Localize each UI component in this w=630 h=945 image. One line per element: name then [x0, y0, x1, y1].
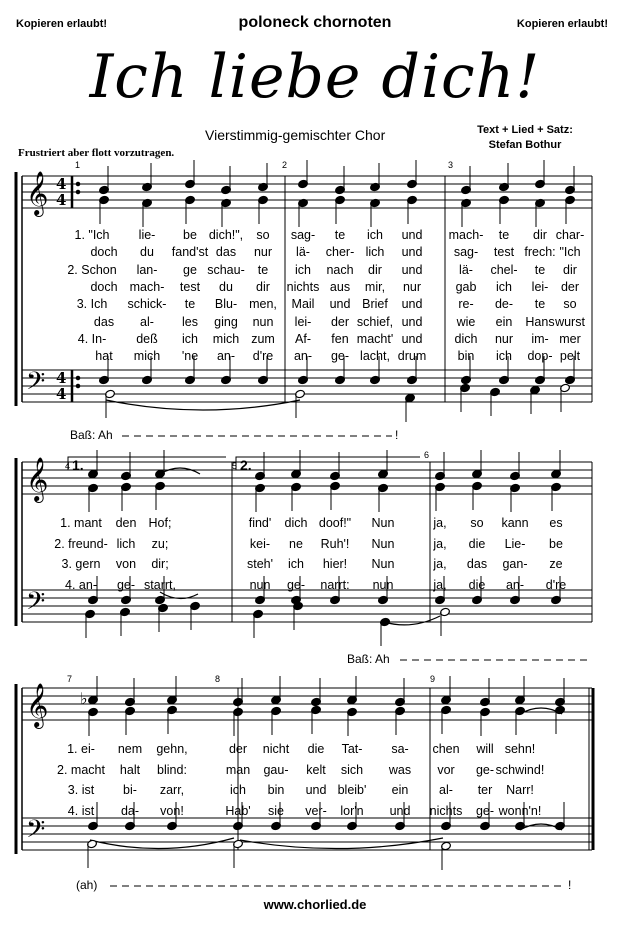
lyric-syllable: ich: [295, 262, 311, 277]
bass-clef-icon: 𝄢: [26, 587, 46, 622]
lyric-syllable: "Ich: [559, 245, 581, 260]
lyric-syllable: lor'n: [340, 803, 364, 818]
lyric-syllable: d're: [252, 349, 274, 364]
lyric-syllable: 'ne: [181, 349, 199, 364]
lyric-syllable: und: [401, 297, 423, 312]
lyric-syllable: 2. freund-: [54, 536, 108, 551]
lyric-syllable: ich: [230, 783, 246, 797]
lyric-syllable: hat: [95, 349, 113, 364]
copy-notice-right: Kopieren erlaubt!: [516, 18, 608, 30]
lyric-syllable: te: [334, 228, 346, 242]
first-ending-bracket: [68, 457, 226, 470]
lyric-syllable: die: [468, 536, 486, 551]
lyric-syllable: der: [330, 314, 350, 329]
lyric-syllable: test: [493, 245, 515, 260]
treble-staff-3: [22, 688, 592, 720]
bass-clef-icon: 𝄢: [26, 367, 46, 402]
lyric-syllable: nichts: [286, 279, 320, 294]
bass-end-system3: !: [568, 878, 572, 892]
treble-clef-icon: 𝄞: [26, 171, 49, 215]
lyric-syllable: bin: [457, 349, 475, 364]
lyric-syllable: dir: [256, 279, 270, 294]
lyric-syllable: char-: [555, 228, 585, 242]
lyric-syllable: fen: [331, 331, 349, 346]
lyric-syllable: steh': [246, 557, 274, 571]
lyric-syllable: dir: [368, 262, 382, 277]
bass-label-system3: (ah): [76, 878, 98, 892]
song-title: Ich liebe dich!: [89, 42, 541, 112]
lyric-syllable: dir: [563, 262, 577, 277]
lyric-syllable: drum: [397, 349, 427, 364]
lyric-syllable: nur: [402, 279, 422, 294]
treble-clef-icon: 𝄞: [26, 683, 49, 727]
lyric-syllable: so: [256, 228, 270, 242]
lyric-syllable: schick-: [127, 297, 167, 312]
lyric-syllable: sehn!: [504, 742, 536, 756]
lyric-syllable: wurst: [555, 314, 585, 329]
lyric-syllable: doch: [90, 279, 118, 294]
lyric-syllable: nun: [252, 314, 274, 329]
lyric-syllable: vor: [437, 762, 455, 777]
time-signature: 4: [56, 369, 67, 387]
lyric-syllable: Mail: [291, 297, 315, 312]
lyric-syllable: 2. macht: [57, 762, 105, 777]
lyric-syllable: ich: [496, 349, 512, 364]
lyric-syllable: und: [305, 783, 327, 797]
lyric-syllable: lei-: [531, 279, 549, 294]
lyric-syllable: die: [468, 577, 486, 592]
lyric-syllable: halt: [119, 762, 141, 777]
lyric-syllable: 3. Ich: [76, 297, 108, 312]
lyric-syllable: chel-: [490, 262, 518, 277]
tempo-marking: Frustriert aber flott vorzutragen.: [18, 147, 175, 159]
lyric-syllable: so: [470, 516, 484, 530]
second-ending-label: 2.: [240, 457, 252, 473]
lyric-syllable: das: [93, 314, 115, 329]
lyric-syllable: mer: [559, 331, 581, 346]
lyric-syllable: sich: [340, 762, 364, 777]
lyric-syllable: lich: [365, 245, 385, 260]
bass-end-system1: !: [395, 428, 399, 442]
time-signature: 4: [56, 385, 67, 403]
lyric-syllable: 3. gern: [61, 557, 101, 571]
lyric-syllable: lä-: [459, 262, 473, 277]
lyric-syllable: te: [498, 228, 510, 242]
lyric-syllable: ich: [367, 228, 383, 242]
flat-sign-icon: ♭: [80, 689, 88, 708]
choir-subtitle: Vierstimmig-gemischter Chor: [205, 127, 386, 143]
lyric-syllable: Tat-: [341, 742, 363, 756]
lyric-syllable: wonn'n!: [498, 803, 542, 818]
lyric-syllable: im-: [531, 331, 549, 346]
treble-clef-icon: 𝄞: [26, 457, 49, 501]
measure-number: 9: [430, 674, 436, 684]
lyric-syllable: fand'st: [171, 245, 209, 260]
bass-slur-system2: [384, 616, 440, 625]
lyric-syllable: das: [215, 245, 237, 260]
lyric-syllable: man: [225, 762, 251, 777]
lyric-syllable: ich: [182, 331, 198, 346]
lyric-syllable: mich: [212, 331, 240, 346]
lyric-syllable: ich: [496, 279, 512, 294]
lyric-syllable: gau-: [263, 762, 289, 777]
first-ending-label: 1.: [72, 457, 84, 473]
lyric-syllable: kann: [501, 516, 529, 530]
lyric-syllable: 3. ist: [67, 783, 95, 797]
lyric-syllable: nem: [117, 742, 143, 756]
lyric-syllable: Nun: [371, 557, 395, 571]
lyric-syllable: re-: [458, 297, 474, 312]
lyric-syllable: test: [179, 279, 201, 294]
lyric-syllable: und: [401, 245, 423, 260]
lyric-syllable: ge-: [286, 577, 306, 592]
measure-number: 4: [65, 461, 71, 471]
lyric-syllable: an-: [216, 349, 236, 364]
measure-number: 8: [215, 674, 221, 684]
lyric-syllable: nun: [372, 577, 394, 592]
bass-label-system1: Baß: Ah: [70, 428, 113, 442]
lyric-syllable: starrt,: [144, 577, 176, 592]
lyric-syllable: mir,: [364, 279, 386, 294]
lyric-syllable: bi-: [123, 783, 137, 797]
lyric-syllable: ge-: [116, 577, 136, 592]
lyric-syllable: gab: [455, 279, 477, 294]
lyric-syllable: mach-: [448, 228, 484, 242]
lyric-syllable: und: [401, 314, 423, 329]
lyric-syllable: ter: [477, 783, 493, 797]
lyric-syllable: da-: [120, 803, 140, 818]
lyric-syllable: de-: [494, 297, 514, 312]
lyric-syllable: Blu-: [214, 297, 238, 312]
lyric-syllable: das: [466, 557, 488, 571]
website-footer: www.chorlied.de: [263, 897, 367, 912]
lyric-syllable: macht': [356, 331, 394, 346]
repeat-dot: [76, 190, 80, 194]
lyric-syllable: find': [248, 516, 272, 530]
lyric-syllable: und: [329, 297, 351, 312]
lyric-syllable: Narr!: [506, 783, 534, 797]
lyric-syllable: te: [184, 297, 196, 312]
lyric-syllable: gehn,: [156, 742, 188, 756]
lyric-syllable: du: [219, 279, 233, 294]
time-signature: 4: [56, 191, 67, 209]
bass-tie-system3-b: [240, 838, 443, 849]
lyric-syllable: du: [140, 245, 154, 260]
repeat-dot: [76, 182, 80, 186]
lyric-syllable: sa-: [391, 742, 409, 756]
lyric-syllable: be: [549, 536, 563, 551]
lyric-syllable: lä-: [296, 245, 310, 260]
lyric-syllable: ze: [549, 557, 563, 571]
lyric-syllable: sag-: [453, 245, 479, 260]
lyric-syllable: 1. ei-: [67, 742, 95, 756]
lyric-syllable: ein: [495, 314, 513, 329]
lyric-syllable: hier!: [322, 557, 348, 571]
lyric-syllable: ja,: [433, 577, 447, 592]
lyric-syllable: ging: [214, 314, 238, 329]
bass-staff-3: [22, 818, 592, 850]
measure-number: 6: [424, 450, 430, 460]
lyric-syllable: und: [389, 803, 411, 818]
lyric-syllable: kei-: [249, 536, 271, 551]
lyric-syllable: sie: [268, 803, 284, 818]
measure-number: 2: [282, 160, 288, 170]
bass-clef-icon: 𝄢: [26, 815, 46, 850]
lyric-syllable: ja,: [433, 516, 447, 530]
credits-line-2: Stefan Bothur: [488, 139, 562, 151]
lyric-syllable: kelt: [306, 762, 326, 777]
lyric-syllable: ge-: [330, 349, 350, 364]
lyric-syllable: Ruh'!: [320, 536, 350, 551]
lyric-syllable: ein: [391, 783, 409, 797]
lyric-syllable: cher-: [325, 245, 355, 260]
lyric-syllable: d're: [545, 577, 567, 592]
lyric-syllable: deß: [136, 331, 158, 346]
lyric-syllable: und: [401, 331, 423, 346]
lyric-syllable: die: [307, 742, 325, 756]
measure-number: 3: [448, 160, 454, 170]
time-signature: 4: [56, 175, 67, 193]
lyric-syllable: Nun: [371, 536, 395, 551]
lyric-syllable: te: [257, 262, 269, 277]
lyric-syllable: bin: [267, 783, 285, 797]
lyric-syllable: pelt: [559, 349, 581, 364]
bass-label-system2: Baß: Ah: [347, 652, 390, 666]
lyric-syllable: 1. "Ich: [74, 228, 110, 242]
lyric-syllable: lich: [116, 536, 136, 551]
lyric-syllable: an-: [293, 349, 313, 364]
lyric-syllable: al-: [140, 314, 154, 329]
lyric-syllable: doch: [90, 245, 118, 260]
lyric-syllable: sag-: [290, 228, 316, 242]
lyric-syllable: doof!": [318, 516, 352, 530]
lyric-syllable: was: [388, 762, 412, 777]
lyric-syllable: aus: [329, 279, 351, 294]
lyric-syllable: Hab': [225, 803, 251, 818]
publisher-name: poloneck chornoten: [238, 14, 392, 31]
measure-number: 7: [67, 674, 73, 684]
lyric-syllable: men,: [249, 297, 277, 312]
lyric-syllable: nichts: [429, 803, 463, 818]
lyric-syllable: Af-: [295, 331, 311, 346]
lyric-syllable: te: [534, 262, 546, 277]
lyric-syllable: schau-: [207, 262, 245, 277]
lyric-syllable: lacht,: [360, 349, 390, 364]
bass-tie-system3-a: [90, 838, 234, 849]
lyric-syllable: 2. Schon: [67, 262, 117, 277]
lyric-syllable: 4. an-: [65, 577, 97, 592]
lyric-syllable: ja,: [433, 557, 447, 571]
lyric-syllable: nicht: [262, 742, 290, 756]
lyric-syllable: dich: [454, 331, 478, 346]
lyric-syllable: blind:: [157, 762, 187, 777]
lyric-syllable: 4. ist: [67, 803, 95, 818]
lyric-syllable: 4. In-: [77, 331, 107, 346]
lyric-syllable: ver-: [305, 803, 327, 818]
lyric-syllable: nur: [253, 245, 273, 260]
lyric-syllable: te: [534, 297, 546, 312]
soprano-slur-system2: [160, 468, 200, 474]
lyric-syllable: schief,: [356, 314, 394, 329]
lyric-syllable: lei-: [294, 314, 312, 329]
lyric-syllable: bleib': [337, 783, 367, 797]
lyric-syllable: mich: [133, 349, 161, 364]
lyric-syllable: so: [563, 297, 577, 312]
lyric-syllable: Nun: [371, 516, 395, 530]
lyric-syllable: chen: [432, 742, 460, 756]
lyric-syllable: wie: [456, 314, 476, 329]
lyric-syllable: be: [183, 228, 197, 242]
lyric-syllable: Hof;: [148, 516, 172, 530]
lyric-syllable: der: [228, 742, 248, 756]
lyric-syllable: Lie-: [504, 536, 526, 551]
lyric-syllable: dich!",: [208, 228, 244, 242]
lyric-syllable: von!: [160, 803, 184, 818]
copy-notice-left: Kopieren erlaubt!: [16, 18, 108, 30]
lyric-syllable: frech:: [524, 245, 556, 260]
repeat-dot: [76, 384, 80, 388]
lyric-syllable: von: [115, 557, 137, 571]
lyric-syllable: dop-: [527, 349, 553, 364]
lyric-syllable: dich: [284, 516, 308, 530]
treble-staff-2: [22, 462, 592, 494]
lyric-syllable: schwind!: [495, 762, 545, 777]
lyric-syllable: nun: [249, 577, 271, 592]
lyric-syllable: les: [182, 314, 198, 329]
lyric-syllable: zum: [251, 331, 275, 346]
lyric-syllable: zarr,: [159, 783, 185, 797]
lyric-syllable: mach-: [129, 279, 165, 294]
lyric-syllable: den: [115, 516, 137, 530]
lyric-syllable: es: [549, 516, 563, 530]
lyric-syllable: und: [401, 228, 423, 242]
lyric-syllable: narrt:: [320, 577, 350, 592]
lyric-syllable: ja,: [433, 536, 447, 551]
repeat-dot: [76, 376, 80, 380]
lyric-syllable: 1. mant: [60, 516, 102, 530]
bass-staff-2: [22, 590, 592, 622]
lyric-syllable: lie-: [138, 228, 156, 242]
lyric-syllable: lan-: [136, 262, 158, 277]
lyric-syllable: zu;: [151, 536, 169, 551]
lyric-syllable: Hans: [525, 314, 555, 329]
lyric-syllable: nach: [326, 262, 354, 277]
measure-number: 5: [232, 461, 238, 471]
lyric-syllable: ge: [183, 262, 197, 277]
lyric-syllable: an-: [505, 577, 525, 592]
lyric-syllable: nur: [494, 331, 514, 346]
lyric-syllable: und: [401, 262, 423, 277]
lyric-syllable: ich: [288, 557, 304, 571]
lyric-syllable: al-: [439, 783, 453, 797]
lyric-syllable: der: [560, 279, 580, 294]
lyric-syllable: gan-: [502, 557, 528, 571]
credits-line-1: Text + Lied + Satz:: [477, 124, 573, 136]
lyric-syllable: ge-: [475, 762, 495, 777]
lyric-syllable: ge-: [475, 803, 495, 818]
lyric-syllable: Brief: [362, 297, 388, 312]
lyric-syllable: dir: [533, 228, 547, 242]
measure-number: 1: [75, 160, 81, 170]
lyric-syllable: dir;: [151, 557, 169, 571]
lyric-syllable: will: [476, 742, 494, 756]
lyric-syllable: ne: [289, 536, 303, 551]
